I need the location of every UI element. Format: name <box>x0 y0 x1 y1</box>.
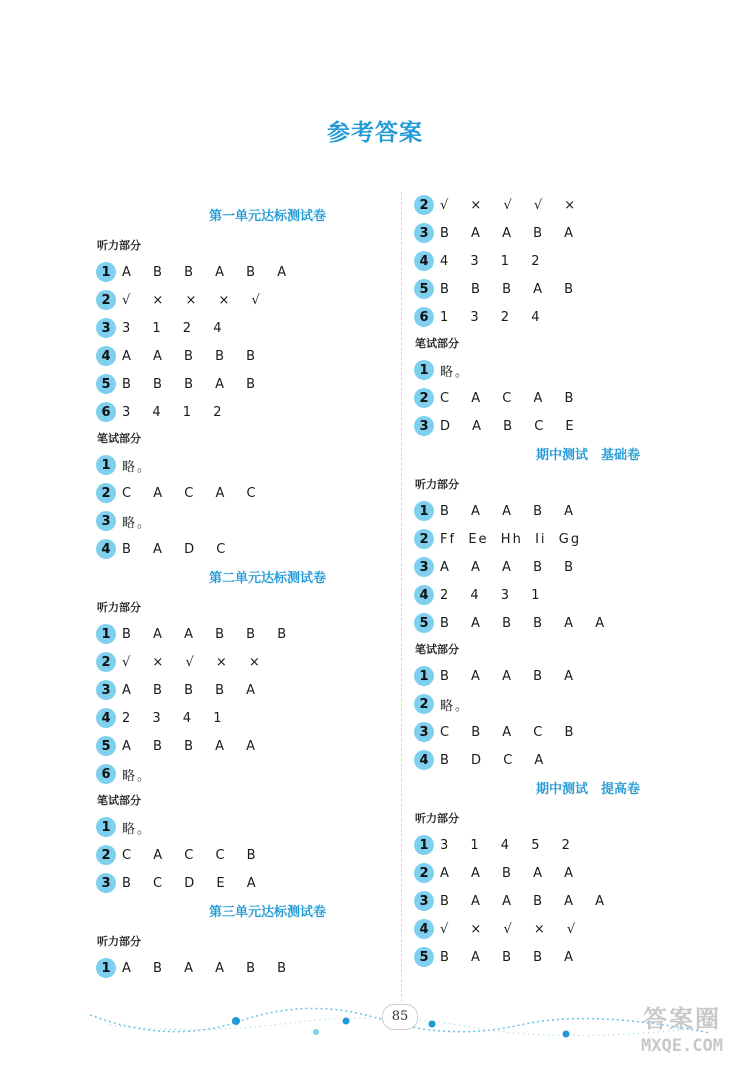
answer-text: √ × √ × × <box>122 654 269 670</box>
written-heading: 笔试部分 <box>97 432 141 445</box>
question-number-badge: 5 <box>414 613 434 633</box>
answer-text: 略。 <box>440 698 471 714</box>
site-watermark <box>622 1004 742 1064</box>
answer-text: B A A B A A <box>440 893 614 909</box>
left-column <box>94 201 326 982</box>
answer-text: C A C A C <box>122 485 265 501</box>
answer-row <box>94 732 326 760</box>
answer-text: B A D C <box>122 541 235 557</box>
answer-row <box>94 451 326 479</box>
question-number-badge: 1 <box>96 958 116 978</box>
answer-row <box>94 620 326 648</box>
answer-text: C B A C B <box>440 724 583 740</box>
answer-text: √ × × × √ <box>122 292 269 308</box>
question-number-badge: 3 <box>414 416 434 436</box>
question-number-badge: 4 <box>96 539 116 559</box>
answer-row <box>412 859 640 887</box>
answer-text: B A A B A <box>440 225 583 241</box>
answer-row <box>412 662 640 690</box>
question-number-badge: 2 <box>96 845 116 865</box>
question-number-badge: 5 <box>96 736 116 756</box>
question-number-badge: 1 <box>96 455 116 475</box>
answer-text: B C D E A <box>122 875 265 891</box>
answer-row <box>94 479 326 507</box>
answer-text: Ff Ee Hh Ii Gg <box>440 531 582 547</box>
question-number-badge: 3 <box>96 511 116 531</box>
question-number-badge: 4 <box>96 708 116 728</box>
page-title: 参考答案 <box>327 120 423 146</box>
answer-row <box>94 314 326 342</box>
answer-row <box>412 219 640 247</box>
question-number-badge: 5 <box>414 279 434 299</box>
answer-text: D A B C E <box>440 418 583 434</box>
question-number-badge: 6 <box>96 764 116 784</box>
section-title-unit2: 第二单元达标测试卷 <box>208 571 326 586</box>
answer-row <box>94 535 326 563</box>
answer-text: A A B B B <box>122 348 265 364</box>
question-number-badge: 4 <box>414 919 434 939</box>
question-number-badge: 1 <box>96 262 116 282</box>
question-number-badge: 3 <box>414 557 434 577</box>
answer-text: 2 3 4 1 <box>122 710 231 726</box>
question-number-badge: 2 <box>414 529 434 549</box>
answer-row <box>94 286 326 314</box>
answer-row <box>412 581 640 609</box>
question-number-badge: 3 <box>96 680 116 700</box>
question-number-badge: 2 <box>414 195 434 215</box>
answer-text: C A C A B <box>440 390 583 406</box>
answer-row <box>412 718 640 746</box>
answer-text: 略。 <box>440 364 471 380</box>
answer-row <box>94 258 326 286</box>
written-heading: 笔试部分 <box>415 643 459 656</box>
section-title-unit1: 第一单元达标测试卷 <box>208 209 326 224</box>
question-number-badge: 3 <box>96 318 116 338</box>
answer-row <box>412 746 640 774</box>
answer-text: A B A A B B <box>122 960 296 976</box>
answer-text: B A B B A <box>440 949 583 965</box>
question-number-badge: 3 <box>414 891 434 911</box>
listening-heading: 听力部分 <box>97 601 141 614</box>
answer-text: 1 3 2 4 <box>440 309 549 325</box>
question-number-badge: 3 <box>96 873 116 893</box>
answer-text: B D C A <box>440 752 553 768</box>
written-heading: 笔试部分 <box>415 337 459 350</box>
watermark-line1: 答案圈 <box>643 1005 721 1033</box>
answer-text: B A A B A <box>440 668 583 684</box>
question-number-badge: 3 <box>414 223 434 243</box>
section-title-midterm-advanced: 期中测试 提高卷 <box>535 782 640 797</box>
question-number-badge: 1 <box>414 666 434 686</box>
answer-row <box>412 831 640 859</box>
question-number-badge: 3 <box>414 722 434 742</box>
answer-text: B B B A B <box>440 281 583 297</box>
question-number-badge: 4 <box>414 585 434 605</box>
question-number-badge: 1 <box>96 624 116 644</box>
question-number-badge: 6 <box>414 307 434 327</box>
answer-row <box>94 398 326 426</box>
question-number-badge: 2 <box>414 694 434 714</box>
answer-row <box>412 943 640 971</box>
answer-text: √ × √ √ × <box>440 197 585 213</box>
answer-text: A A B A A <box>440 865 583 881</box>
listening-heading: 听力部分 <box>415 812 459 825</box>
answer-row <box>94 704 326 732</box>
answer-row <box>412 553 640 581</box>
question-number-badge: 6 <box>96 402 116 422</box>
answer-text: 略。 <box>122 821 153 837</box>
question-number-badge: 4 <box>414 251 434 271</box>
answer-row <box>412 525 640 553</box>
question-number-badge: 4 <box>414 750 434 770</box>
answer-row <box>94 813 326 841</box>
answer-row <box>412 497 640 525</box>
answer-text: B B B A B <box>122 376 265 392</box>
answer-text: 略。 <box>122 768 153 784</box>
answer-text: 3 1 2 4 <box>122 320 231 336</box>
listening-heading: 听力部分 <box>415 478 459 491</box>
answer-row <box>412 275 640 303</box>
answer-text: A B B B A <box>122 682 265 698</box>
question-number-badge: 5 <box>414 947 434 967</box>
section-title-midterm-basic: 期中测试 基础卷 <box>535 448 640 463</box>
answer-row <box>94 648 326 676</box>
answer-row <box>412 384 640 412</box>
answer-text: 3 4 1 2 <box>122 404 231 420</box>
answer-text: A A A B B <box>440 559 583 575</box>
question-number-badge: 1 <box>414 501 434 521</box>
answer-row <box>412 690 640 718</box>
answer-text: B A A B A <box>440 503 583 519</box>
answer-text: 4 3 1 2 <box>440 253 549 269</box>
answer-row <box>94 507 326 535</box>
question-number-badge: 2 <box>414 388 434 408</box>
listening-heading: 听力部分 <box>97 239 141 252</box>
answer-row <box>94 869 326 897</box>
answer-row <box>412 247 640 275</box>
answer-text: 略。 <box>122 515 153 531</box>
question-number-badge: 1 <box>414 360 434 380</box>
column-divider <box>401 192 402 1002</box>
question-number-badge: 1 <box>414 835 434 855</box>
answer-text: 2 4 3 1 <box>440 587 549 603</box>
listening-heading: 听力部分 <box>97 935 141 948</box>
answer-text: 略。 <box>122 459 153 475</box>
answer-text: B A A B B B <box>122 626 296 642</box>
answer-row <box>94 370 326 398</box>
page-number: 85 <box>382 1004 418 1030</box>
section-title-unit3: 第三单元达标测试卷 <box>208 905 326 920</box>
answer-row <box>412 887 640 915</box>
answer-row <box>94 841 326 869</box>
right-column <box>412 191 640 971</box>
answer-text: A B B A B A <box>122 264 296 280</box>
question-number-badge: 2 <box>414 863 434 883</box>
answer-text: C A C C B <box>122 847 265 863</box>
watermark-line2: MXQE.COM <box>641 1036 723 1056</box>
answer-row <box>94 954 326 982</box>
question-number-badge: 5 <box>96 374 116 394</box>
answer-row <box>94 676 326 704</box>
question-number-badge: 4 <box>96 346 116 366</box>
question-number-badge: 2 <box>96 483 116 503</box>
written-heading: 笔试部分 <box>97 794 141 807</box>
question-number-badge: 2 <box>96 290 116 310</box>
question-number-badge: 2 <box>96 652 116 672</box>
answer-text: A B B A A <box>122 738 265 754</box>
answer-text: B A B B A A <box>440 615 614 631</box>
answer-row <box>412 915 640 943</box>
question-number-badge: 1 <box>96 817 116 837</box>
answer-row <box>94 342 326 370</box>
answer-row <box>94 760 326 788</box>
answer-text: √ × √ × √ <box>440 921 585 937</box>
answer-row <box>412 412 640 440</box>
answer-text: 3 1 4 5 2 <box>440 837 579 853</box>
answer-row <box>412 191 640 219</box>
answer-row <box>412 609 640 637</box>
answer-row <box>412 356 640 384</box>
answer-row <box>412 303 640 331</box>
